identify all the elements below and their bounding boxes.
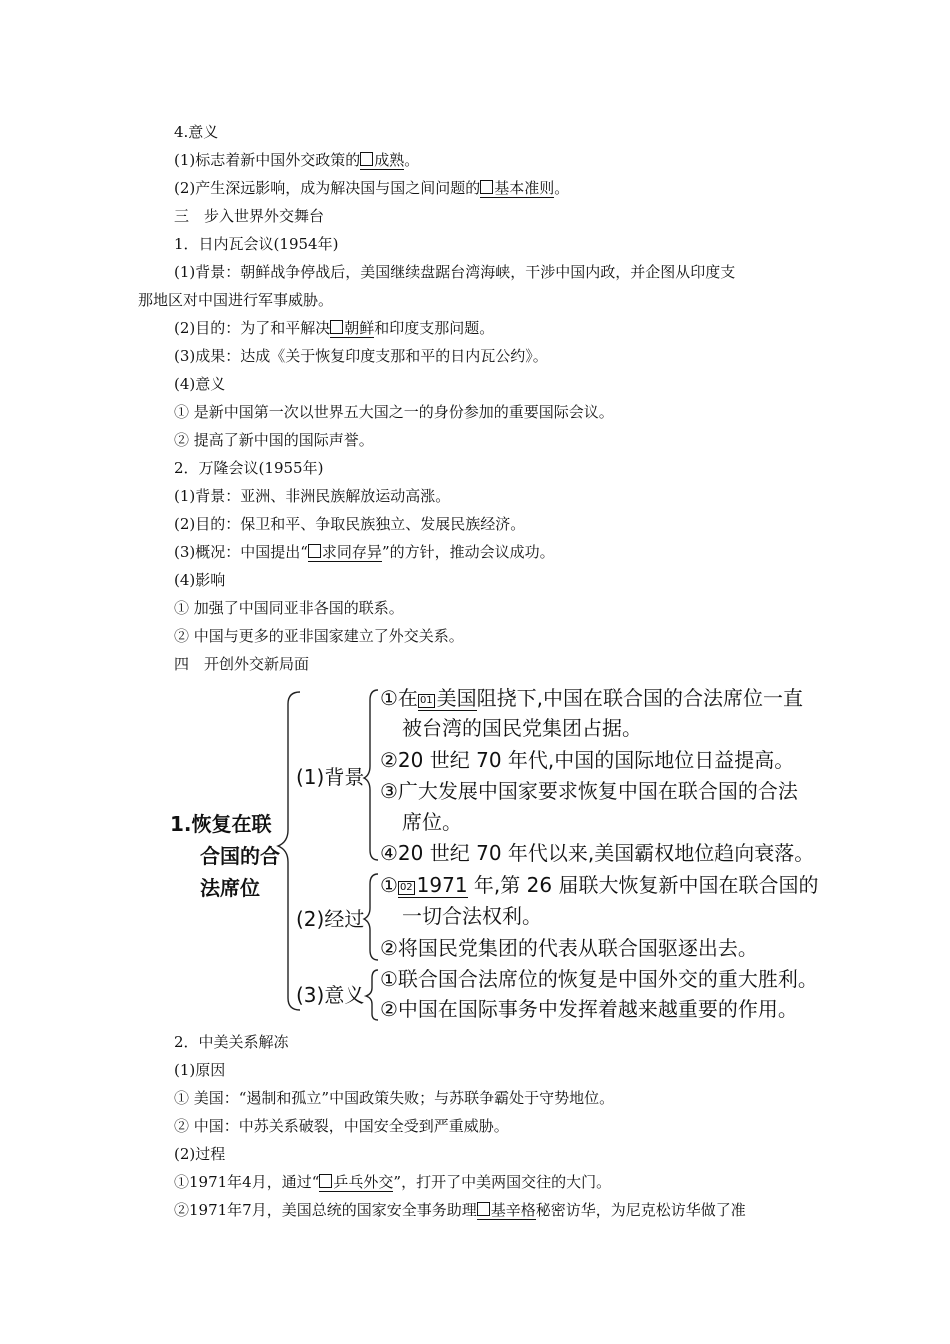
blank-answer (330, 319, 374, 338)
text: (2)目的：为了和平解决 (174, 319, 331, 337)
answer-text: 基本准则 (494, 179, 555, 197)
text: (2)产生深远影响，成为解决国与国之间问题的 (174, 179, 481, 197)
blank-box (308, 544, 321, 558)
blank-box (477, 1202, 490, 1216)
blank-answer (360, 151, 404, 170)
answer-text: 1971 (416, 873, 468, 897)
background-item-2: ②20 世纪 70 年代,中国的国际地位日益提高。 (380, 748, 795, 772)
process-1 (174, 1172, 611, 1192)
bandung-impact-title: (4)影响 (174, 571, 226, 589)
blank-box (480, 180, 493, 194)
blank-number: 02 (399, 882, 413, 893)
geneva-background-1: (1)背景：朝鲜战争停战后，美国继续盘踞台湾海峡，干涉中国内政，并企图从印度支 (174, 263, 736, 281)
main-topic-line-1: 1.恢复在联 (170, 812, 272, 836)
text: 。 (554, 179, 570, 197)
geneva-significance-title: (4)意义 (174, 375, 226, 393)
significance-item-1: ①联合国合法席位的恢复是中国外交的重大胜利。 (380, 967, 818, 991)
bandung-background: (1)背景：亚洲、非洲民族解放运动高涨。 (174, 487, 451, 505)
background-item-3-cont: 席位。 (402, 810, 462, 834)
background-item-1-cont: 被台湾的国民党集团占据。 (402, 716, 642, 740)
geneva-title: 1．日内瓦会议(1954年) (174, 235, 339, 253)
significance-label: (3)意义 (296, 983, 365, 1007)
bandung-summary (174, 542, 555, 562)
background-label: (1)背景 (296, 765, 365, 789)
main-topic-line-3: 法席位 (200, 876, 260, 900)
text: ①在 (380, 686, 418, 710)
geneva-significance-1: ① 是新中国第一次以世界五大国之一的身份参加的重要国际会议。 (174, 403, 614, 421)
process-item-1 (380, 870, 818, 900)
un-seat-diagram (160, 680, 860, 1030)
blank-answer (480, 179, 554, 198)
significance-1 (174, 150, 419, 170)
background-item-4: ④20 世纪 70 年代以来,美国霸权地位趋向衰落。 (380, 841, 815, 865)
process-2 (174, 1200, 746, 1220)
reason-title: (1)原因 (174, 1061, 226, 1079)
answer-text: 成熟 (374, 151, 405, 169)
background-item-3: ③广大发展中国家要求恢复中国在联合国的合法 (380, 779, 798, 803)
blank-box (319, 1174, 332, 1188)
blank-number: 01 (419, 695, 433, 706)
blank-answer (308, 543, 382, 562)
reason-2: ② 中国：中苏关系破裂，中国安全受到严重威胁。 (174, 1117, 509, 1135)
blank-box (360, 152, 373, 166)
answer-text: 美国 (436, 686, 477, 710)
blank-box (330, 320, 343, 334)
answer-text: 基辛格 (490, 1201, 536, 1219)
bandung-title: 2．万隆会议(1955年) (174, 459, 324, 477)
bandung-goal: (2)目的：保卫和平、争取民族独立、发展民族经济。 (174, 515, 526, 533)
blank-answer (319, 1173, 393, 1192)
sino-us-title: 2．中美关系解冻 (174, 1033, 289, 1051)
answer-text: 朝鲜 (344, 319, 375, 337)
answer-text: 求同存异 (321, 543, 382, 561)
blank-answer (418, 686, 477, 711)
part-4-title: 四 开创外交新局面 (174, 655, 310, 673)
text: (1)标志着新中国外交政策的 (174, 151, 361, 169)
text: ① (380, 873, 398, 897)
background-item-1 (380, 683, 803, 713)
text: 。 (404, 151, 420, 169)
section-4-title: 4.意义 (174, 123, 219, 141)
text: ”的方针，推动会议成功。 (381, 543, 555, 561)
bandung-impact-1: ① 加强了中国同亚非各国的联系。 (174, 599, 404, 617)
text: ”，打开了中美两国交往的大门。 (393, 1173, 612, 1191)
text: ②1971年7月，美国总统的国家安全事务助理 (174, 1201, 477, 1219)
significance-item-2: ②中国在国际事务中发挥着越来越重要的作用。 (380, 997, 798, 1021)
process-item-2: ②将国民党集团的代表从联合国驱逐出去。 (380, 936, 758, 960)
geneva-goal (174, 318, 494, 338)
main-topic-line-2: 合国的合 (200, 844, 280, 868)
process-item-1-cont: 一切合法权利。 (402, 904, 542, 928)
geneva-background-2: 那地区对中国进行军事威胁。 (138, 291, 334, 309)
blank-answer (477, 1201, 536, 1220)
process-label: (2)经过 (296, 907, 365, 931)
blank-answer (398, 873, 468, 898)
text: 阻挠下,中国在联合国的合法席位一直 (476, 686, 804, 710)
process-title: (2)过程 (174, 1145, 226, 1163)
significance-2 (174, 178, 569, 198)
bandung-impact-2: ② 中国与更多的亚非国家建立了外交关系。 (174, 627, 464, 645)
part-3-title: 三 步入世界外交舞台 (174, 207, 325, 225)
geneva-significance-2: ② 提高了新中国的国际声誉。 (174, 431, 374, 449)
answer-text: 乒乓外交 (333, 1173, 394, 1191)
text: 秘密访华，为尼克松访华做了准 (535, 1201, 746, 1219)
text: 年,第 26 届联大恢复新中国在联合国的 (467, 873, 819, 897)
text: (3)概况：中国提出“ (174, 543, 308, 561)
text: 和印度支那问题。 (374, 319, 495, 337)
text: ①1971年4月，通过“ (174, 1173, 320, 1191)
geneva-result: (3)成果：达成《关于恢复印度支那和平的日内瓦公约》。 (174, 347, 548, 365)
reason-1: ① 美国：“遏制和孤立”中国政策失败；与苏联争霸处于守势地位。 (174, 1089, 615, 1107)
